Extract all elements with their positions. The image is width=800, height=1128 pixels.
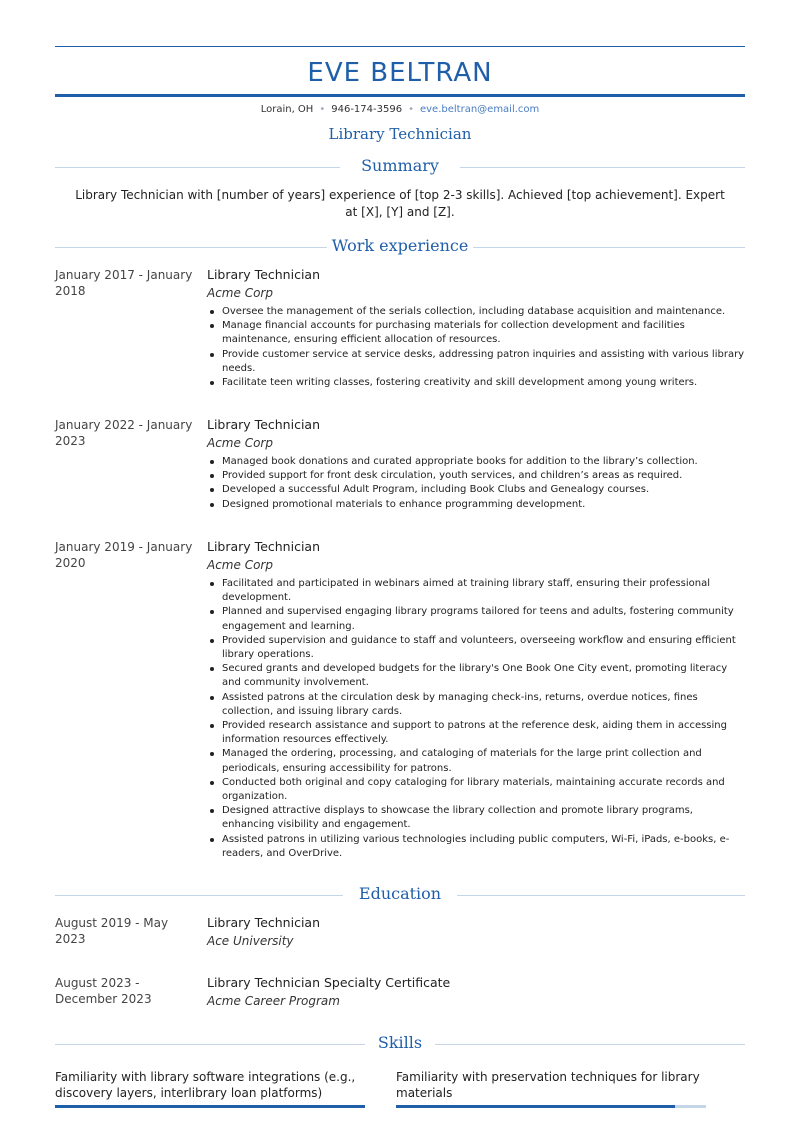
top-rule bbox=[55, 46, 745, 47]
email-link[interactable]: eve.beltran@email.com bbox=[419, 104, 540, 115]
education-section-heading bbox=[55, 884, 745, 906]
candidate-name: EVE BELTRAN bbox=[307, 58, 493, 88]
bullet-item: Assisted patrons at the circulation desk by managing check-ins, returns, overdue notices, fines collection, and issuing library cards. bbox=[222, 691, 745, 719]
entry-organization: Acme Corp bbox=[207, 286, 273, 300]
skills-section-heading bbox=[55, 1033, 745, 1055]
entry-date: January 2022 - January 2023 bbox=[55, 418, 193, 448]
heading-rule-right bbox=[473, 247, 745, 248]
heading-rule-right bbox=[457, 895, 745, 896]
summary-section-heading bbox=[55, 156, 745, 178]
bullet-item: Provided support for front desk circulation, youth services, and children’s areas as required. bbox=[222, 469, 745, 483]
entry-date: August 2019 - May 2023 bbox=[55, 916, 169, 946]
summary-text: Library Technician with [number of years] experience of [top 2-3 skills]. Achieved [top achievement]. Expert at [X], [Y] and [Z]. bbox=[75, 188, 725, 219]
section-title: Summary bbox=[361, 156, 439, 175]
separator-dot: • bbox=[319, 104, 326, 115]
bullet-item: Facilitated and participated in webinars aimed at training library staff, ensuring their professional development. bbox=[222, 577, 745, 605]
entry-role: Library Technician bbox=[207, 267, 321, 282]
bullet-item: Provided research assistance and support to patrons at the reference desk, aiding them in accessing information resources effectively. bbox=[222, 719, 745, 747]
phone: 946-174-3596 bbox=[331, 104, 403, 115]
entry-role: Library Technician bbox=[207, 539, 321, 554]
entry-organization: Acme Corp bbox=[207, 436, 273, 450]
contact-line bbox=[55, 104, 745, 115]
location: Lorain, OH bbox=[260, 104, 314, 115]
entry-bullets bbox=[222, 455, 745, 512]
entry-bullets bbox=[222, 577, 745, 861]
bullet-item: Provide customer service at service desks, addressing patron inquiries and assisting with various library needs. bbox=[222, 348, 745, 376]
name-underline bbox=[55, 94, 745, 97]
bullet-item: Managed the ordering, processing, and cataloging of materials for the large print collection and periodicals, ensuring accessibility for patrons. bbox=[222, 747, 745, 775]
entry-institution: Acme Career Program bbox=[207, 994, 340, 1008]
skill-label: Familiarity with preservation techniques for library materials bbox=[396, 1070, 700, 1100]
bullet-item: Secured grants and developed budgets for the library's One Book One City event, promoting literacy and community involvement. bbox=[222, 662, 745, 690]
section-title: Work experience bbox=[331, 236, 469, 255]
bullet-item: Planned and supervised engaging library programs tailored for teens and adults, fostering community engagement and learning. bbox=[222, 605, 745, 633]
entry-role: Library Technician bbox=[207, 417, 321, 432]
entry-bullets bbox=[222, 305, 745, 390]
skill-level-bar bbox=[55, 1105, 365, 1108]
skill-label: Familiarity with library software integrations (e.g., discovery layers, interlibrary loan platforms) bbox=[55, 1070, 356, 1100]
experience-section-heading bbox=[55, 236, 745, 258]
bullet-item: Conducted both original and copy cataloging for library materials, maintaining accurate records and organization. bbox=[222, 776, 745, 804]
resume-page bbox=[55, 0, 745, 1128]
entry-date: January 2017 - January 2018 bbox=[55, 268, 193, 298]
job-title: Library Technician bbox=[328, 125, 472, 143]
heading-rule-right bbox=[435, 1044, 745, 1045]
entry-organization: Acme Corp bbox=[207, 558, 273, 572]
skill-level-bar bbox=[396, 1105, 706, 1108]
heading-rule-right bbox=[460, 167, 745, 168]
separator-dot: • bbox=[408, 104, 414, 115]
bullet-item: Managed book donations and curated appropriate books for addition to the library’s collection. bbox=[222, 455, 745, 469]
bullet-item: Manage financial accounts for purchasing materials for collection development and facilities maintenance, ensuring efficient allocation of resources. bbox=[222, 319, 745, 347]
entry-date: August 2023 - December 2023 bbox=[55, 976, 152, 1006]
entry-institution: Ace University bbox=[207, 934, 294, 948]
bullet-item: Provided supervision and guidance to staff and volunteers, overseeing workflow and ensuring efficient library operations. bbox=[222, 634, 745, 662]
entry-degree: Library Technician bbox=[207, 915, 321, 930]
skill-level-fill bbox=[55, 1105, 365, 1108]
skill-item bbox=[55, 1069, 365, 1101]
skill-level-fill bbox=[396, 1105, 675, 1108]
skill-item bbox=[396, 1069, 706, 1101]
entry-degree: Library Technician Specialty Certificate bbox=[207, 975, 451, 990]
bullet-item: Oversee the management of the serials collection, including database acquisition and maintenance. bbox=[222, 305, 745, 319]
section-title: Education bbox=[358, 884, 442, 903]
bullet-item: Developed a successful Adult Program, including Book Clubs and Genealogy courses. bbox=[222, 483, 745, 497]
section-title: Skills bbox=[377, 1033, 423, 1052]
bullet-item: Designed promotional materials to enhance programming development. bbox=[222, 498, 745, 512]
entry-date: January 2019 - January 2020 bbox=[55, 540, 193, 570]
bullet-item: Designed attractive displays to showcase the library collection and promote library programs, enhancing visibility and engagement. bbox=[222, 804, 745, 832]
bullet-item: Facilitate teen writing classes, fostering creativity and skill development among young writers. bbox=[222, 376, 745, 390]
bullet-item: Assisted patrons in utilizing various technologies including public computers, Wi-Fi, iPads, e-books, e-readers, and OverDrive. bbox=[222, 833, 745, 861]
